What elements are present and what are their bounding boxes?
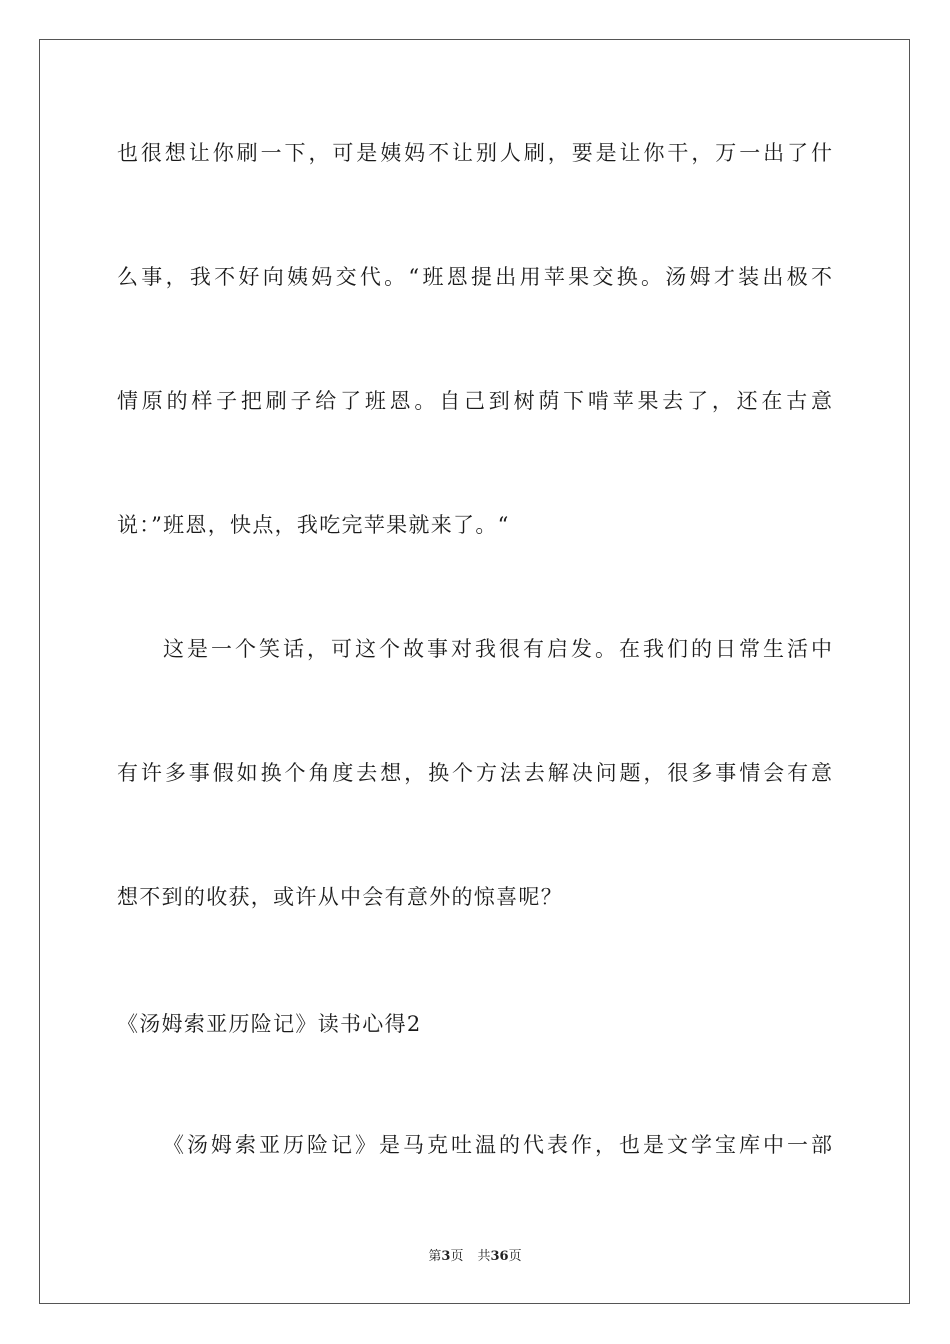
- current-page-number: 3: [441, 1249, 451, 1264]
- section-heading: 《汤姆索亚历险记》读书心得2: [117, 1012, 422, 1036]
- footer-page-unit: 页: [450, 1249, 464, 1264]
- total-page-count: 36: [490, 1249, 509, 1264]
- paragraph-start-line: 《汤姆索亚历险记》是马克吐温的代表作，也是文学宝库中一部: [163, 1133, 832, 1157]
- page-footer: [0, 1248, 950, 1266]
- footer-prefix: 第: [428, 1249, 442, 1264]
- footer-total-prefix: 共: [477, 1249, 491, 1264]
- text-line: 想不到的收获，或许从中会有意外的惊喜呢？: [117, 885, 563, 909]
- paragraph-start-line: 这是一个笑话，可这个故事对我很有启发。在我们的日常生活中: [163, 637, 832, 661]
- page-border: [39, 39, 910, 1304]
- footer-total-unit: 页: [508, 1249, 522, 1264]
- text-line: 有许多事假如换个角度去想，换个方法去解决问题，很多事情会有意: [117, 761, 832, 785]
- text-line: 么事，我不好向姨妈交代。“班恩提出用苹果交换。汤姆才装出极不: [117, 265, 832, 289]
- text-line: 情原的样子把刷子给了班恩。自己到树荫下啃苹果去了，还在古意: [117, 389, 832, 413]
- text-line: 说：”班恩，快点，我吃完苹果就来了。“: [117, 513, 510, 537]
- text-line: 也很想让你刷一下，可是姨妈不让别人刷，要是让你干，万一出了什: [117, 141, 832, 165]
